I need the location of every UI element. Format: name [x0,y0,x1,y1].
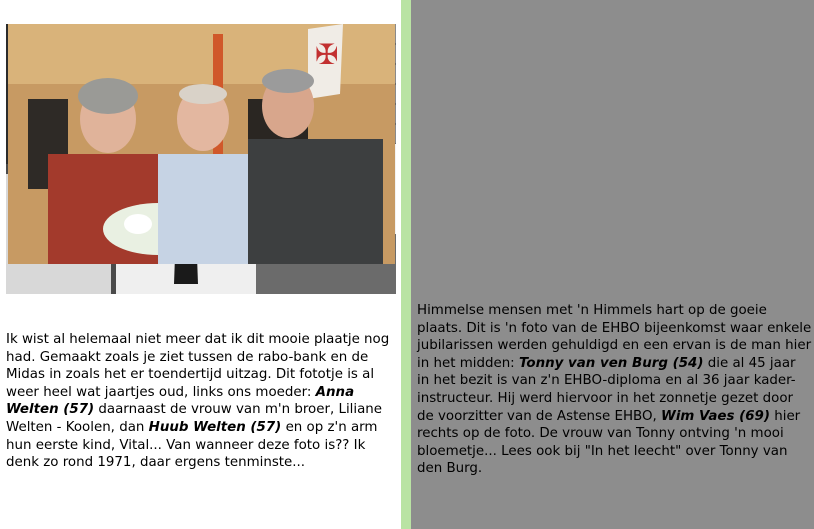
left-caption-name-huub: Huub Welten (57) [148,419,282,435]
left-caption-name-anna: Anna Welten (57) [6,384,355,418]
svg-text:✠: ✠ [315,38,339,71]
column-divider [401,0,411,529]
ehbo-meeting-photo [8,24,395,264]
right-caption-name-wim: Wim Vaes (69) [661,408,770,424]
left-caption [6,331,398,472]
right-caption [417,302,812,478]
left-caption-outro: en op z'n arm hun eerste kind, Vital... Van wanneer deze foto is?? Ik denk zo rond 1971, daar ergens tenminste... [6,419,378,471]
right-caption-intro: Himmelse mensen met 'n Himmels hart op de goeie plaats. Dit is 'n foto van de EHBO bijeenkomst waar enkele jubilarissen werden gehuldigd en een ervan is de man hier in het midden: [417,303,812,371]
left-caption-mid: daarnaast de vrouw van m'n broer, Liliane Welten - Koolen, dan [6,402,383,435]
right-caption-mid: die al 45 jaar in het bezit is van z'n EHBO-diploma en al 36 jaar kader-instructeur. Hij werd hiervoor in het zonnetje gezet door de voorzitter van de Astense EHBO, [417,355,796,424]
ehbo-photo-illustration [8,24,395,264]
right-caption-name-tonny: Tonny van ven Burg (54) [518,355,704,371]
left-caption-intro: Ik wist al helemaal niet meer dat ik dit mooie plaatje nog had. Gemaakt zoals je ziet tussen de rabo-bank en de Midas in zoals het er toendertijd uitzag. Dit fototje is al weer heel wat jaartjes oud, links ons moeder: [6,332,390,400]
right-caption-outro: hier rechts op de foto. De vrouw van Tonny ontving 'n mooi bloemetje... Lees ook bij "In het leecht" over Tonny van den Burg. [417,408,801,477]
